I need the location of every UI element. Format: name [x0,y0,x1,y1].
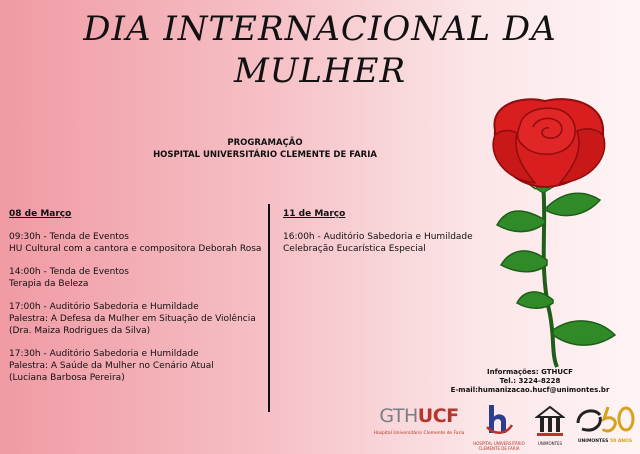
rose-leaf-mid [501,251,547,272]
event-description: Celebração Eucarística Especial [283,244,426,254]
program-header [100,137,430,161]
day-1-date: 08 de Março [9,209,72,219]
event-description: Palestra: A Saúde da Mulher no Cenário Atual [9,361,214,371]
title-line-2: MULHER [233,51,407,91]
rose-illustration [465,95,640,370]
contact-info-label: Informações: GTHUCF [487,368,573,376]
page-title [0,8,640,92]
contact-phone: Tel.: 3224-8228 [499,377,561,385]
unimontes-caption: UNIMONTES [537,441,563,446]
unimontes-50-logo [572,403,638,444]
gthucf-logo [368,405,470,436]
event-item [9,301,264,337]
schedule-day-1 [9,208,264,395]
event-description: Palestra: A Defesa da Mulher em Situação de Violência (Dra. Maiza Rodrigues da Silva) [9,314,256,336]
hu-logo [470,403,528,451]
program-venue: HOSPITAL UNIVERSITÁRIO CLEMENTE DE FARIA [153,150,377,160]
hu-logo-icon [484,403,514,437]
event-speaker: (Luciana Barbosa Pereira) [9,373,125,383]
rose-leaf-right-low [553,321,615,345]
event-description: Terapia da Beleza [9,279,89,289]
gthucf-wordmark: GTHUCF [379,405,459,427]
event-time-place: 16:00h - Auditório Sabedoria e Humildade [283,232,473,242]
event-item [9,348,264,384]
rose-leaf-left [497,211,545,232]
program-heading: PROGRAMAÇÃO [227,138,303,148]
rose-petal-center [518,108,576,154]
day-2-date: 11 de Março [283,209,346,219]
rose-leaf-right-top [547,193,600,215]
contact-info [420,368,640,395]
fifty-years-caption: UNIMONTES 50 ANOS [577,439,633,444]
hu-caption-1: HOSPITAL UNIVERSITÁRIO [473,441,525,446]
fifty-years-icon [574,403,636,435]
event-description: HU Cultural com a cantora e compositora Deborah Rosa [9,244,262,254]
column-divider [268,204,270,412]
event-time-place: 17:30h - Auditório Sabedoria e Humildade [9,349,199,359]
event-time-place: 17:00h - Auditório Sabedoria e Humildade [9,302,199,312]
hu-caption-2: CLEMENTE DE FARIA [478,446,520,451]
title-line-1: DIA INTERNACIONAL DA [83,9,557,49]
unimontes-building-icon [535,405,565,437]
event-time-place: 09:30h - Tenda de Eventos [9,232,129,242]
contact-email: E-mail:humanizacao.hucf@unimontes.br [450,386,610,394]
gthucf-caption: Hospital Universitário Clemente de Faria [373,431,465,436]
unimontes-logo [529,405,571,446]
event-item [9,231,264,255]
event-item [9,266,264,290]
event-time-place: 14:00h - Tenda de Eventos [9,267,129,277]
